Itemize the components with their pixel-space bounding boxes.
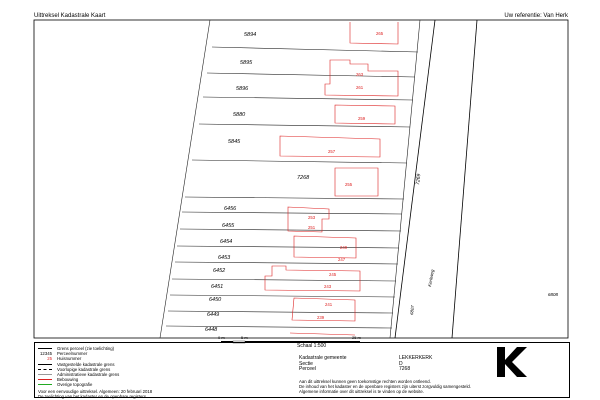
legend-label: Overige topografie	[57, 382, 93, 388]
house-number: 251	[308, 225, 316, 230]
disclaimer-text: Aan dit uittreksel kunnen geen toekomstige rechten worden ontleend.	[299, 379, 431, 384]
disclaimer-text: De inhoud van het kadaster en de openbare registers zijn uiterst zorgvuldig samengesteld.	[299, 384, 471, 389]
house-number: 257	[328, 149, 336, 154]
house-number: 249	[340, 245, 348, 250]
parcel-number: 5845	[228, 139, 241, 145]
road-parcel-number: 7269	[415, 173, 423, 186]
legend-label: Huisnummer	[57, 356, 82, 362]
parcel-number: 5895	[240, 60, 253, 66]
legend-footer: De toelichting van het kadaster en de openbare registers	[38, 393, 146, 399]
scale-title: Schaal 1:500	[297, 343, 327, 349]
scale-label: 25 m	[352, 335, 361, 340]
parcel-number: 6451	[211, 284, 224, 290]
field-label: Sectie	[299, 360, 313, 367]
legend-panel	[34, 342, 570, 398]
legend-label: Grens perceel (zie toelichting)	[57, 346, 115, 351]
disclaimer-text: Algemene informatie over dit uittreksel is te vinden op de website.	[299, 389, 424, 394]
house-number: 263	[356, 72, 364, 77]
house-number: 261	[356, 85, 364, 90]
legend-symbol: 12345	[40, 351, 52, 357]
scale-label: 0 m	[218, 335, 225, 340]
parcel-number: 6453	[218, 255, 231, 261]
legend-label: Administratieve kadastrale grens	[57, 371, 120, 377]
parcel-number: 7268	[297, 175, 310, 181]
legend-label: Voorlopige kadastrale grens	[57, 366, 111, 372]
legend-label: Vastgestelde kadastrale grens	[57, 361, 115, 367]
parcel-number: 6808	[548, 292, 559, 297]
scale-label: 5 m	[241, 335, 248, 340]
map-title: Uittreksel Kadastrale Kaart	[34, 13, 106, 19]
parcel-number: 6452	[213, 268, 226, 274]
street-name: Kerkweg	[427, 269, 436, 288]
house-number: 265	[376, 31, 384, 36]
field-value: 7268	[399, 366, 411, 373]
parcel-number: 6456	[224, 206, 237, 212]
house-number: 241	[325, 302, 333, 307]
parcel-number: 5894	[244, 32, 257, 38]
house-number: 247	[338, 257, 346, 262]
parcel-number: 5896	[236, 86, 249, 92]
parcel-number: 6807	[409, 305, 416, 316]
parcel-number: 5880	[233, 112, 246, 118]
field-label: Kadastrale gemeente	[299, 355, 347, 361]
field-value: D	[399, 360, 403, 367]
road-edges	[395, 20, 477, 338]
legend-label: Bebouwing	[57, 377, 79, 383]
reference-text: Uw referentie: Van Herk	[504, 13, 568, 19]
parcel-number: 6454	[220, 239, 233, 245]
field-value: LEKKERKERK	[399, 355, 433, 361]
house-number: 245	[329, 272, 337, 277]
house-number: 253	[308, 215, 316, 220]
parcel-number: 6448	[205, 327, 218, 333]
legend-label: Perceelnummer	[57, 351, 88, 357]
parcel-number: 6449	[207, 312, 220, 318]
house-number: 239	[317, 315, 325, 320]
parcel-number: 6450	[209, 297, 222, 303]
buildings	[265, 22, 398, 335]
legend-symbol: 25	[47, 356, 52, 362]
legend-footer: Voor een eenvoudige uittreksel. Algemeen: 20 februari 2018	[38, 388, 153, 394]
house-number: 243	[324, 284, 332, 289]
house-number: 255	[345, 182, 353, 187]
house-number: 259	[358, 116, 366, 121]
parcel-number: 6455	[222, 223, 235, 229]
field-label: Perceel	[299, 366, 316, 373]
kadaster-logo-icon	[493, 345, 533, 379]
